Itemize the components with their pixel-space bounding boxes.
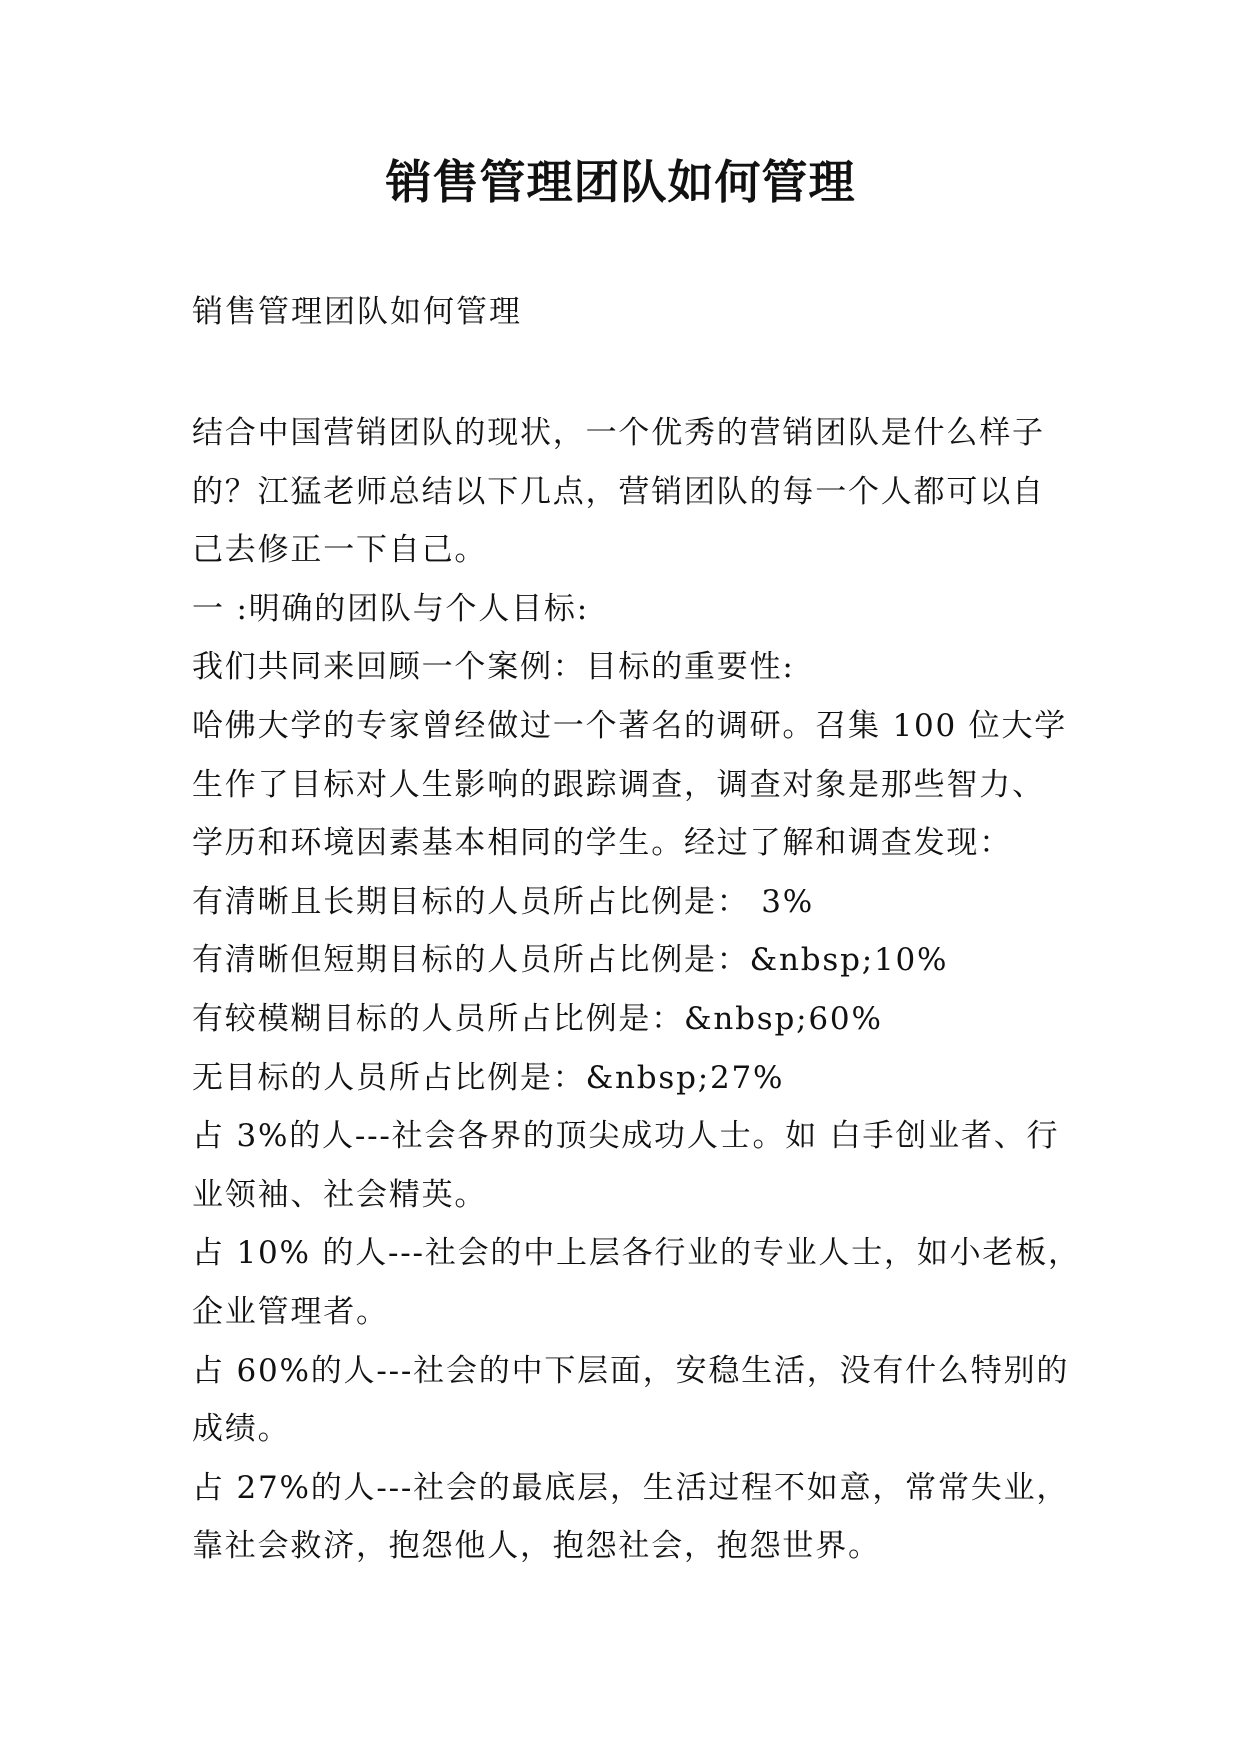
body-line: 我们共同来回顾一个案例：目标的重要性: [192,649,795,686]
body-line: 哈佛大学的专家曾经做过一个著名的调研。召集 100 位大学 [192,707,1068,744]
document-subtitle: 销售管理团队如何管理 [192,294,522,330]
body-line: 学历和环境因素基本相同的学生。经过了解和调查发现： [192,825,1012,862]
statistic-line: 有清晰且长期目标的人员所占比例是： 3% [192,883,815,920]
body-line: 企业管理者。 [192,1293,389,1330]
body-line: 己去修正一下自己。 [192,532,488,569]
document-title: 销售管理团队如何管理 [385,155,856,209]
statistic-line: 有清晰但短期目标的人员所占比例是：&nbsp;10% [192,942,949,979]
body-line: 成绩。 [192,1411,291,1448]
body-line: 的？江猛老师总结以下几点，营销团队的每一个人都可以自 [192,473,1045,510]
body-line: 靠社会救济，抱怨他人，抱怨社会，抱怨世界。 [192,1528,881,1565]
body-line: 结合中国营销团队的现状，一个优秀的营销团队是什么样子 [192,415,1045,451]
body-line: 占 27%的人---社会的最底层，生活过程不如意，常常失业， [192,1469,1070,1506]
statistic-line: 有较模糊目标的人员所占比例是：&nbsp;60% [192,1000,883,1037]
body-line: 占 60%的人---社会的中下层面，安稳生活，没有什么特别的 [192,1352,1070,1389]
statistic-line: 无目标的人员所占比例是：&nbsp;27% [192,1059,785,1096]
section-heading: 一 :明确的团队与个人目标: [192,590,589,627]
document-body [192,404,1081,1576]
body-line: 业领袖、社会精英。 [192,1176,488,1213]
body-line: 生作了目标对人生影响的跟踪调查，调查对象是那些智力、 [192,766,1045,803]
body-line: 占 10% 的人---社会的中上层各行业的专业人士，如小老板， [192,1235,1081,1272]
body-line: 占 3%的人---社会各界的顶尖成功人士。如 白手创业者、行 [192,1118,1060,1155]
